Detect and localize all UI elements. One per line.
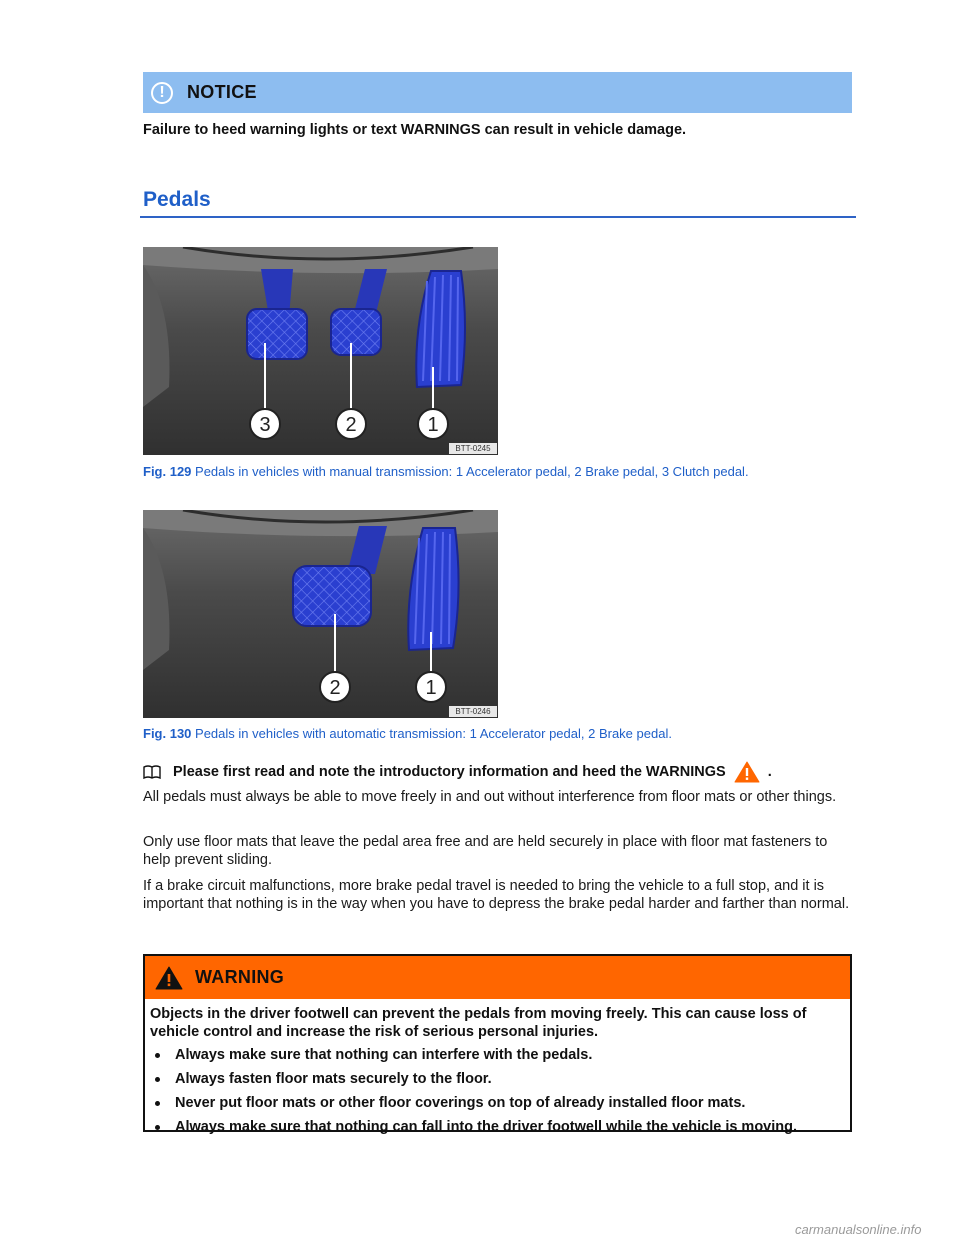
warning-lead: Objects in the driver footwell can prevent the pedals from moving freely. This can cause loss of vehicle control and increase the risk of serious personal injuries. [150,1006,807,1040]
watermark: carmanualsonline.info [795,1222,922,1237]
callout-3: 3 [259,414,271,436]
callout-2: 2 [329,677,341,699]
figure-stamp: BTT-0245 [455,444,491,453]
list-item: Always make sure that nothing can fall into the driver footwell while the vehicle is moving. [150,1118,842,1136]
list-item: Never put floor mats or other floor coverings on top of already installed floor mats. [150,1094,842,1112]
exclamation-circle-icon: ! [151,82,173,104]
list-item: Always make sure that nothing can interfere with the pedals. [150,1046,842,1064]
paragraph: If a brake circuit malfunctions, more brake pedal travel is needed to bring the vehicle to a full stop, and it is important that nothing is in the way when you have to depress the brake pedal harder and farther than normal. [143,878,850,912]
callout-2: 2 [345,414,357,436]
warning-body [145,999,850,1136]
callout-1: 1 [425,677,437,699]
figure-caption [143,726,672,741]
section-divider [140,216,856,218]
figure-automatic-pedals [143,510,498,718]
intro-text: Please first read and note the introductory information and heed the WARNINGS [173,764,726,780]
list-item: Always fasten floor mats securely to the floor. [150,1070,842,1088]
intro-line [143,761,772,783]
callout-1: 1 [427,414,439,436]
figure-label: Fig. 129 [143,464,192,479]
warning-box [143,954,852,1135]
figure-caption-text: Pedals in vehicles with automatic transmission: 1 Accelerator pedal, 2 Brake pedal. [191,726,672,741]
pedals-illustration-manual [143,247,498,455]
warning-triangle-icon [155,966,183,990]
warning-header [145,956,850,999]
warning-list [150,1046,842,1136]
paragraph: All pedals must always be able to move freely in and out without interference from floor mats or other things. [143,789,837,805]
figure-caption [143,464,749,479]
paragraph: Only use floor mats that leave the pedal area free and are held securely in place with floor mat fasteners to help prevent sliding. [143,834,828,868]
warning-triangle-icon[interactable] [734,761,760,783]
figure-manual-pedals [143,247,498,455]
figure-caption-text: Pedals in vehicles with manual transmission: 1 Accelerator pedal, 2 Brake pedal, 3 Clutch pedal. [191,464,749,479]
notice-header [143,72,852,113]
figure-label: Fig. 130 [143,726,192,741]
warning-title: WARNING [195,967,285,987]
notice-text: Failure to heed warning lights or text WARNINGS can result in vehicle damage. [143,122,687,138]
figure-stamp: BTT-0246 [455,707,491,716]
section-title: Pedals [143,188,211,211]
intro-text-end: . [767,764,772,780]
book-icon [143,765,161,779]
pedals-illustration-automatic [143,510,498,718]
notice-title: NOTICE [187,82,257,102]
